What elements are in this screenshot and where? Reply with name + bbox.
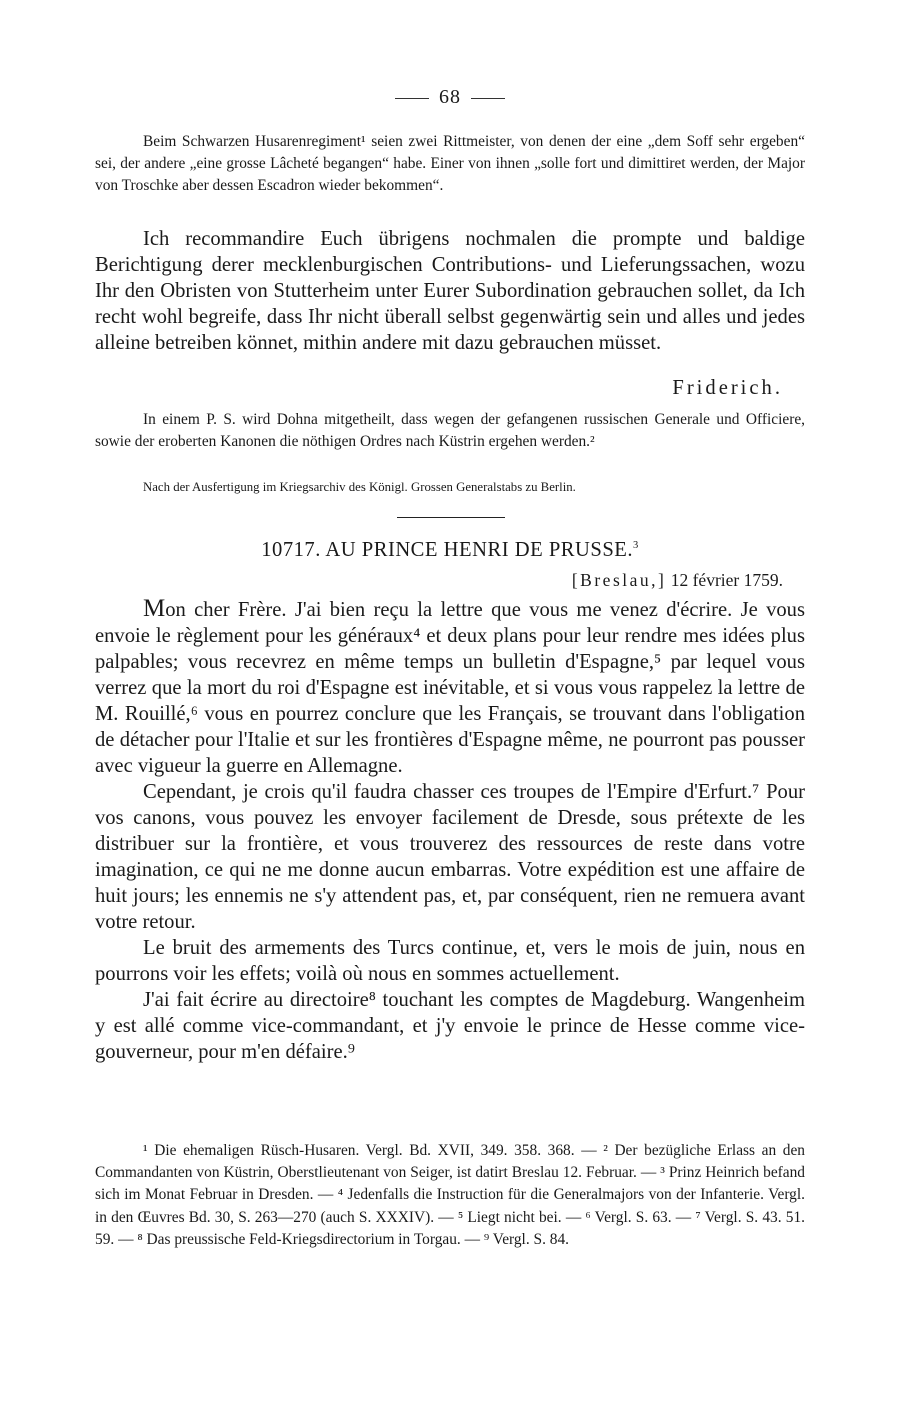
page-header <box>95 86 805 109</box>
paragraph-text: Beim Schwarzen Husarenregiment¹ seien zwei Rittmeister, von denen der eine „dem Soff sehr ergeben“ sei, der andere „eine grosse Lâcheté begangen“ habe. Einer von ihnen „solle fort und dimittiret werden, der Major von Troschke aber dessen Escadron wieder bekommen“. <box>95 133 805 195</box>
letter-dateline <box>572 570 783 591</box>
title-footnote-ref: 3 <box>633 540 639 552</box>
letter-paragraph-text: on cher Frère. J'ai bien reçu la lettre que vous me venez d'écrire. Je vous envoie le règlement pour les généraux⁴ et deux plans pour leur rendre mes idées plus palpables; vous recevrez en même temps un bulletin d'Espagne,⁵ par lequel vous verrez que la mort du roi d'Espagne est inévitable, et si vous vous rappelez la lettre de M. Rouillé,⁶ vous en pourrez conclure que les Français, se trouvant dans l'obligation de détacher pour l'Italie et sur les frontières d'Espagne même, ne pourront pas pousser avec vigueur la guerre en Allemagne. <box>95 599 805 777</box>
letter-paragraph-4: J'ai fait écrire au directoire⁸ touchant les comptes de Magdeburg. Wangenheim y est allé comme vice-commandant, et j'y envoie le prince de Hesse comme vice-gouverneur, pour m'en défaire.⁹ <box>95 989 805 1063</box>
paragraph-recommandire <box>95 226 805 356</box>
footnotes <box>95 1140 805 1251</box>
initial-letter: M <box>143 595 166 622</box>
page-number: 68 <box>439 86 461 108</box>
letter-paragraph-1 <box>95 596 805 779</box>
paragraph-husaren <box>95 131 805 198</box>
signature: Friderich. <box>672 377 783 399</box>
letter-place: [Breslau,] <box>571 570 667 590</box>
section-divider <box>397 517 505 518</box>
letter-paragraph-3: Le bruit des armements des Turcs continue, et, vers le mois de juin, nous en pourrons voir les effets; voilà où nous en sommes actuellement. <box>95 937 805 985</box>
source-note: Nach der Ausfertigung im Kriegsarchiv des Königl. Grossen Generalstabs zu Berlin. <box>143 480 576 494</box>
letter-date: 12 février 1759. <box>670 570 783 590</box>
paragraph-text: Ich recommandire Euch übrigens nochmalen die prompte und baldige Berichtigung derer mecklenburgischen Contributions- und Lieferungssachen, wozu Ihr den Obristen von Stutterheim unter Eurer Subordination gebrauchen sollet, da Ich recht wohl begreife, dass Ihr nicht überall selbst gegenwärtig sein und alles und jedes alleine betreiben könnet, mithin andere mit dazu gebrauchen müsset. <box>95 228 805 354</box>
header-dash-right <box>471 98 505 99</box>
letter-title: AU PRINCE HENRI DE PRUSSE. <box>325 539 634 561</box>
header-dash-left <box>395 98 429 99</box>
footnotes-text: ¹ Die ehemaligen Rüsch-Husaren. Vergl. Bd. XVII, 349. 358. 368. — ² Der bezügliche Erlass an den Commandanten von Küstrin, Oberstlieutenant von Seiger, ist datirt Breslau 12. Februar. — ³ Prinz Heinrich befand sich im Monat Februar in Dresden. — ⁴ Jedenfalls die Instruction für die Generalmajors von der Infanterie. Vergl. in den Œuvres Bd. 30, S. 263—270 (auch S. XXXIV). — ⁵ Liegt nicht bei. — ⁶ Vergl. S. 63. — ⁷ Vergl. S. 43. 51. 59. — ⁸ Das preussische Feld-Kriegsdirectorium in Torgau. — ⁹ Vergl. S. 84. <box>95 1142 805 1248</box>
letter-number: 10717. <box>261 539 321 561</box>
letter-body <box>95 596 805 1065</box>
paragraph-postscript <box>95 409 805 453</box>
letter-paragraph-2: Cependant, je crois qu'il faudra chasser ces troupes de l'Empire d'Erfurt.⁷ Pour vos canons, vous pouvez les envoyer facilement de Dresde, sous prétexte de les distribuer sur la frontière, et vous trouverez des ressources de reste dans votre imagination, ce qui ne me donne aucun embarras. Votre expédition est une affaire de huit jours; les ennemis ne s'y attendent pas, et, par conséquent, rien ne remuera avant votre retour. <box>95 781 805 933</box>
letter-heading <box>95 539 805 562</box>
paragraph-text: In einem P. S. wird Dohna mitgetheilt, dass wegen der gefangenen russischen Generale und Officiere, sowie der eroberten Kanonen die nöthigen Ordres nach Küstrin ergehen werden.² <box>95 411 805 451</box>
